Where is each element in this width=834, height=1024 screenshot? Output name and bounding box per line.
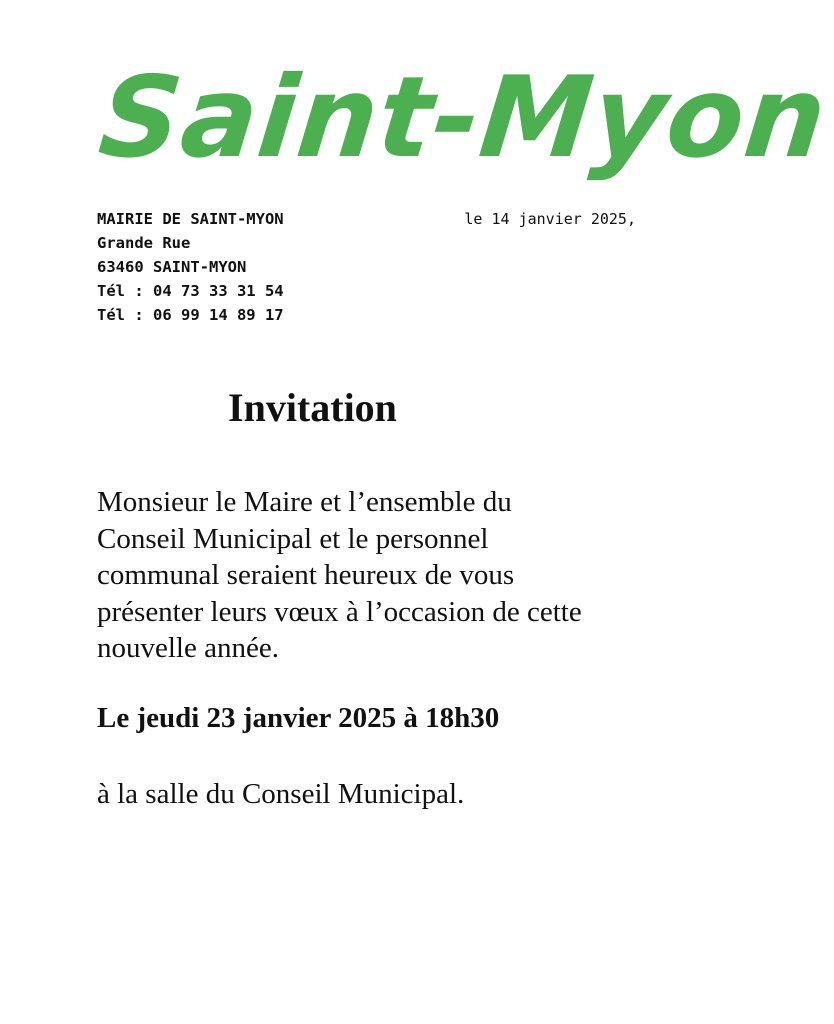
sender-line-phone-2: Tél : 06 99 14 89 17	[97, 306, 284, 324]
body-line: communal seraient heureux de vous	[97, 559, 515, 591]
saint-myon-logo: Saint-Myon	[93, 53, 833, 183]
sender-line-city: 63460 SAINT-MYON	[97, 258, 247, 276]
page-title: Invitation	[228, 385, 397, 430]
sender-line-street: Grande Rue	[97, 234, 191, 252]
event-date-time: Le jeudi 23 janvier 2025 à 18h30	[97, 702, 500, 734]
body-line: Conseil Municipal et le personnel	[97, 522, 489, 555]
sender-address-block	[97, 207, 284, 327]
event-location: à la salle du Conseil Municipal.	[97, 778, 465, 810]
body-line: présenter leurs vœux à l’occasion de cette	[97, 595, 582, 628]
invitation-body	[97, 484, 657, 667]
letter-date: le 14 janvier 2025,	[464, 210, 636, 228]
body-line: Monsieur le Maire et l’ensemble du	[97, 486, 512, 518]
sender-line-phone-1: Tél : 04 73 33 31 54	[97, 282, 284, 300]
sender-line-mairie: MAIRIE DE SAINT-MYON	[97, 210, 284, 228]
body-line: nouvelle année.	[97, 632, 279, 664]
